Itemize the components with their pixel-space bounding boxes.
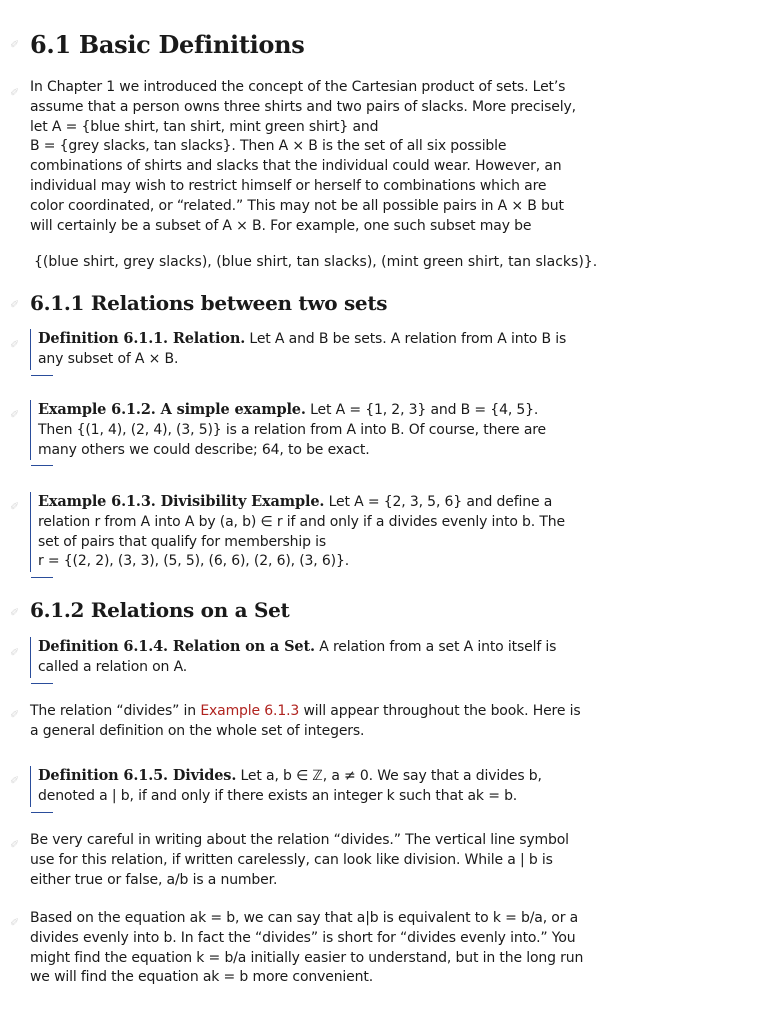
- subsection-title: 6.1.2 Relations on a Set: [30, 598, 290, 622]
- text-line: any subset of A × B.: [38, 350, 179, 367]
- paragraph-anchor-icon[interactable]: ✐: [10, 86, 20, 99]
- text-line: a general definition on the whole set of integers.: [30, 722, 365, 739]
- definition-6-1-4: [30, 637, 628, 678]
- paragraph-anchor-icon[interactable]: ✐: [10, 774, 20, 787]
- paragraph-anchor-icon[interactable]: ✐: [10, 606, 20, 619]
- text-line: individual may wish to restrict himself or herself to combinations which are: [30, 177, 547, 194]
- definition-title: Definition 6.1.5. Divides.: [38, 767, 237, 784]
- careful-paragraph: [30, 831, 620, 890]
- text-line: In Chapter 1 we introduced the concept of the Cartesian product of sets. Let’s: [30, 79, 566, 95]
- text-line: A relation from a set A into itself is: [314, 639, 557, 655]
- divides-paragraph: [30, 702, 620, 742]
- text-line: will certainly be a subset of A × B. For example, one such subset may be: [30, 217, 532, 234]
- text-line: r = {(2, 2), (3, 3), (5, 5), (6, 6), (2, 6), (3, 6)}.: [38, 553, 350, 570]
- intro-paragraph: [30, 78, 620, 236]
- text-line: called a relation on A.: [38, 658, 188, 675]
- text-line: Let A and B be sets. A relation from A into B is: [245, 331, 567, 347]
- section-title: 6.1 Basic Definitions: [30, 30, 305, 59]
- text-line: denoted a | b, if and only if there exists an integer k such that ak = b.: [38, 787, 518, 804]
- paragraph-anchor-icon[interactable]: ✐: [10, 408, 20, 421]
- paragraph-anchor-icon[interactable]: ✐: [10, 500, 20, 513]
- paragraph-anchor-icon[interactable]: ✐: [10, 646, 20, 659]
- text-line: Let A = {1, 2, 3} and B = {4, 5}.: [305, 402, 539, 418]
- paragraph-anchor-icon[interactable]: ✐: [10, 38, 20, 51]
- text-line: set of pairs that qualify for membership is: [38, 533, 327, 550]
- text-line: relation r from A into A by (a, b) ∈ r if and only if a divides evenly into b. The: [38, 513, 565, 530]
- example-subset-display: {(blue shirt, grey slacks), (blue shirt, tan slacks), (mint green shirt, tan slacks)}.: [34, 254, 598, 270]
- equation-paragraph: [30, 909, 620, 988]
- text-line: might find the equation k = b/a initially easier to understand, but in the long run: [30, 949, 584, 966]
- text-line: combinations of shirts and slacks that the individual could wear. However, an: [30, 158, 562, 175]
- text-segment: The relation “divides” in: [30, 703, 201, 719]
- text-line: use for this relation, if written carelessly, can look like division. While a | b is: [30, 851, 553, 868]
- example-6-1-3-link[interactable]: Example 6.1.3: [200, 703, 300, 719]
- paragraph-anchor-icon[interactable]: ✐: [10, 338, 20, 351]
- text-line: Let A = {2, 3, 5, 6} and define a: [324, 494, 553, 510]
- example-6-1-3: [30, 492, 628, 572]
- subsection-title: 6.1.1 Relations between two sets: [30, 291, 388, 315]
- text-line: Based on the equation ak = b, we can say that a|b is equivalent to k = b/a, or a: [30, 910, 579, 926]
- text-line: many others we could describe; 64, to be exact.: [38, 441, 370, 458]
- example-6-1-2: [30, 400, 628, 460]
- definition-6-1-5: [30, 766, 628, 807]
- text-line: we will find the equation ak = b more convenient.: [30, 969, 373, 986]
- text-line: color coordinated, or “related.” This may not be all possible pairs in A × B but: [30, 197, 564, 214]
- text-line: divides evenly into b. In fact the “divides” is short for “divides evenly into.” You: [30, 929, 576, 946]
- definition-title: Definition 6.1.4. Relation on a Set.: [38, 638, 315, 655]
- paragraph-anchor-icon[interactable]: ✐: [10, 298, 20, 311]
- text-line: let A = {blue shirt, tan shirt, mint green shirt} and: [30, 118, 379, 135]
- text-line: Then {(1, 4), (2, 4), (3, 5)} is a relation from A into B. Of course, there are: [38, 421, 547, 438]
- text-line: assume that a person owns three shirts and two pairs of slacks. More precisely,: [30, 98, 576, 115]
- example-title: Example 6.1.3. Divisibility Example.: [38, 493, 325, 510]
- text-segment: will appear throughout the book. Here is: [299, 703, 581, 719]
- text-line: B = {grey slacks, tan slacks}. Then A × B is the set of all six possible: [30, 138, 507, 155]
- paragraph-anchor-icon[interactable]: ✐: [10, 838, 20, 851]
- text-line: either true or false, a/b is a number.: [30, 871, 278, 888]
- text-line: Let a, b ∈ ℤ, a ≠ 0. We say that a divides b,: [236, 768, 542, 784]
- definition-6-1-1: [30, 329, 628, 370]
- paragraph-anchor-icon[interactable]: ✐: [10, 708, 20, 721]
- text-line: Be very careful in writing about the relation “divides.” The vertical line symbol: [30, 832, 569, 848]
- definition-title: Definition 6.1.1. Relation.: [38, 330, 246, 347]
- paragraph-anchor-icon[interactable]: ✐: [10, 916, 20, 929]
- example-title: Example 6.1.2. A simple example.: [38, 401, 306, 418]
